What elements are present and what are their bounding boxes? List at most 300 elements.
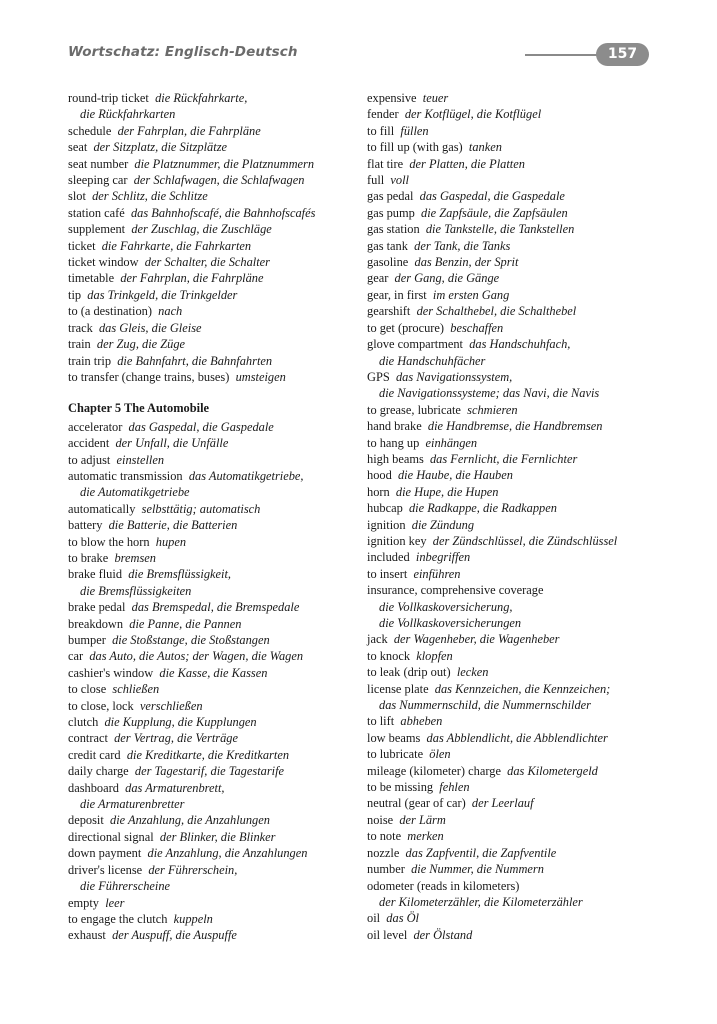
- german-translation: der Ölstand: [413, 927, 473, 942]
- english-term: gas station: [367, 222, 420, 237]
- german-translation: die Handschuhfächer: [379, 353, 486, 368]
- glossary-entry: [68, 763, 360, 779]
- german-translation: der Kilometerzähler, die Kilometerzähler: [379, 894, 583, 909]
- english-term: exhaust: [68, 928, 106, 943]
- english-term: gas pedal: [367, 189, 414, 204]
- glossary-entry: [367, 369, 667, 385]
- english-term: to hang up: [367, 435, 420, 450]
- english-term: to close, lock: [68, 698, 134, 713]
- glossary-entry: [68, 517, 360, 533]
- glossary-entry: [367, 172, 667, 188]
- glossary-entry: [367, 910, 667, 926]
- english-term: down payment: [68, 846, 142, 861]
- english-term: odometer (reads in kilometers): [367, 878, 520, 893]
- glossary-entry: [367, 582, 667, 598]
- english-term: car: [68, 649, 84, 664]
- english-term: accelerator: [68, 419, 123, 434]
- german-translation: das Automatikgetriebe,: [188, 468, 304, 483]
- english-term: GPS: [367, 369, 390, 384]
- english-term: to get (procure): [367, 320, 445, 335]
- german-translation: schließen: [112, 682, 160, 697]
- english-term: battery: [68, 518, 103, 533]
- german-translation: der Fahrplan, die Fahrpläne: [120, 271, 264, 286]
- english-term: to blow the horn: [68, 534, 150, 549]
- english-term: clutch: [68, 715, 99, 730]
- english-term: to knock: [367, 648, 411, 663]
- german-translation: die Hupe, die Hupen: [395, 484, 499, 499]
- glossary-entry: [367, 254, 667, 270]
- english-term: ticket window: [68, 255, 139, 270]
- english-term: to engage the clutch: [68, 911, 168, 926]
- glossary-entry: [68, 566, 360, 582]
- glossary-entry: [68, 698, 360, 714]
- glossary-entry-continuation: [68, 796, 360, 812]
- english-term: oil: [367, 911, 381, 926]
- german-translation: das Handschuhfach,: [469, 337, 571, 352]
- glossary-entry-continuation: [68, 583, 360, 599]
- english-term: to lift: [367, 714, 395, 729]
- german-translation: die Armaturenbretter: [80, 797, 185, 812]
- english-term: fender: [367, 107, 399, 122]
- german-translation: die Vollkaskoversicherungen: [379, 616, 522, 630]
- english-term: accident: [68, 436, 110, 451]
- german-translation: die Zündung: [411, 517, 475, 532]
- english-term: hand brake: [367, 419, 422, 434]
- german-translation: der Zug, die Züge: [96, 337, 186, 352]
- english-term: cashier's window: [68, 665, 154, 680]
- english-term: horn: [367, 484, 390, 499]
- glossary-entry: [367, 861, 667, 877]
- glossary-entry: [68, 221, 360, 237]
- glossary-entry: [367, 631, 667, 647]
- german-translation: die Panne, die Pannen: [129, 616, 242, 631]
- glossary-entry: [367, 139, 667, 155]
- german-translation: teuer: [422, 91, 449, 105]
- german-translation: die Automatikgetriebe: [80, 485, 190, 500]
- english-term: deposit: [68, 813, 104, 828]
- german-translation: das Abblendlicht, die Abblendlichter: [426, 730, 608, 745]
- glossary-entry: [367, 878, 667, 894]
- glossary-entry: [367, 533, 667, 549]
- german-translation: kuppeln: [173, 911, 213, 926]
- glossary-list-automobile: [68, 419, 360, 944]
- glossary-entry: [367, 303, 667, 319]
- glossary-entry: [68, 632, 360, 648]
- german-translation: ölen: [429, 747, 451, 762]
- german-translation: die Haube, die Hauben: [397, 468, 513, 483]
- english-term: contract: [68, 731, 108, 746]
- glossary-entry: [68, 665, 360, 681]
- english-term: number: [367, 862, 405, 877]
- glossary-entry: [367, 566, 667, 582]
- german-translation: die Kupplung, die Kupplungen: [104, 715, 257, 730]
- glossary-entry: [68, 550, 360, 566]
- english-term: automatic transmission: [68, 468, 183, 483]
- english-term: license plate: [367, 681, 429, 696]
- chapter-heading: Chapter 5 The Automobile: [68, 401, 210, 416]
- glossary-entry: [367, 812, 667, 828]
- glossary-entry: [367, 763, 667, 779]
- german-translation: lecken: [456, 665, 489, 680]
- glossary-entry: [68, 90, 360, 106]
- german-translation: das Fernlicht, die Fernlichter: [429, 451, 578, 466]
- english-term: supplement: [68, 222, 126, 237]
- english-term: daily charge: [68, 764, 129, 779]
- glossary-entry: [367, 779, 667, 795]
- glossary-entry-continuation: [68, 484, 360, 500]
- german-translation: die Rückfahrkarte,: [155, 91, 248, 105]
- german-translation: die Anzahlung, die Anzahlungen: [110, 813, 270, 828]
- glossary-entry: [68, 123, 360, 139]
- german-translation: das Bahnhofscafé, die Bahnhofscafés: [130, 205, 316, 220]
- english-term: to transfer (change trains, buses): [68, 369, 230, 384]
- english-term: to insert: [367, 566, 408, 581]
- glossary-entry: [68, 845, 360, 861]
- glossary-entry: [68, 254, 360, 270]
- glossary-entry: [367, 123, 667, 139]
- german-translation: der Schalter, die Schalter: [144, 255, 271, 270]
- glossary-entry: [367, 106, 667, 122]
- glossary-entry: [68, 501, 360, 517]
- german-translation: die Radkappe, die Radkappen: [408, 501, 557, 516]
- glossary-entry: [68, 435, 360, 451]
- glossary-entry: [68, 599, 360, 615]
- german-translation: einstellen: [116, 452, 165, 467]
- glossary-entry: [367, 549, 667, 565]
- glossary-entry: [367, 451, 667, 467]
- english-term: tip: [68, 287, 82, 302]
- glossary-entry: [68, 419, 360, 435]
- glossary-entry-continuation: [367, 615, 667, 631]
- glossary-entry: [68, 829, 360, 845]
- glossary-entry: [367, 467, 667, 483]
- glossary-entry: [367, 795, 667, 811]
- glossary-entry: [68, 616, 360, 632]
- german-translation: die Kreditkarte, die Kreditkarten: [126, 747, 290, 762]
- english-term: ignition key: [367, 533, 427, 548]
- german-translation: der Schalthebel, die Schalthebel: [416, 304, 577, 319]
- english-term: gear: [367, 271, 389, 286]
- english-term: bumper: [68, 633, 106, 647]
- german-translation: fehlen: [439, 780, 470, 795]
- glossary-entry: [68, 452, 360, 468]
- glossary-entry: [367, 287, 667, 303]
- glossary-entry: [68, 714, 360, 730]
- german-translation: der Lärm: [399, 812, 446, 827]
- german-translation: das Nummernschild, die Nummernschilder: [379, 698, 592, 713]
- english-term: hubcap: [367, 501, 403, 516]
- german-translation: der Kotflügel, die Kotflügel: [404, 107, 542, 122]
- english-term: to fill up (with gas): [367, 140, 463, 155]
- english-term: to brake: [68, 550, 109, 565]
- german-translation: voll: [390, 173, 410, 188]
- glossary-entry: [367, 270, 667, 286]
- german-translation: die Fahrkarte, die Fahrkarten: [101, 238, 252, 253]
- english-term: station café: [68, 205, 125, 220]
- english-term: directional signal: [68, 829, 154, 844]
- english-term: round-trip ticket: [68, 91, 149, 105]
- english-term: brake fluid: [68, 567, 123, 582]
- english-term: mileage (kilometer) charge: [367, 763, 501, 778]
- german-translation: das Bremspedal, die Bremspedale: [131, 600, 300, 615]
- english-term: gas tank: [367, 238, 408, 253]
- english-term: ignition: [367, 517, 406, 532]
- glossary-entry: [367, 828, 667, 844]
- german-translation: der Tagestarif, die Tagestarife: [134, 764, 285, 779]
- english-term: seat: [68, 140, 88, 155]
- german-translation: die Zapfsäule, die Zapfsäulen: [421, 205, 568, 220]
- german-translation: das Gaspedal, die Gaspedale: [128, 419, 274, 434]
- english-term: timetable: [68, 271, 115, 286]
- english-term: empty: [68, 895, 99, 910]
- german-translation: der Tank, die Tanks: [414, 238, 511, 253]
- german-translation: abheben: [400, 714, 443, 729]
- german-translation: die Vollkaskoversicherung,: [379, 599, 513, 614]
- english-term: to lubricate: [367, 747, 424, 762]
- glossary-entry: [367, 500, 667, 516]
- glossary-entry: [68, 911, 360, 927]
- glossary-entry-continuation: [68, 878, 360, 894]
- glossary-entry: [367, 648, 667, 664]
- german-translation: das Trinkgeld, die Trinkgelder: [87, 287, 238, 302]
- german-translation: das Kennzeichen, die Kennzeichen;: [434, 681, 611, 696]
- german-translation: verschließen: [139, 698, 203, 713]
- glossary-entry: [367, 730, 667, 746]
- english-term: schedule: [68, 123, 112, 138]
- page-number-badge: 157: [596, 43, 649, 66]
- english-term: flat tire: [367, 156, 404, 171]
- german-translation: die Stoßstange, die Stoßstangen: [112, 633, 270, 647]
- right-column: [367, 90, 667, 943]
- english-term: track: [68, 320, 93, 335]
- english-term: seat number: [68, 156, 129, 171]
- glossary-entry: [367, 435, 667, 451]
- german-translation: der Fahrplan, die Fahrpläne: [117, 123, 261, 138]
- glossary-entry: [68, 270, 360, 286]
- german-translation: die Handbremse, die Handbremsen: [427, 419, 603, 434]
- german-translation: der Gang, die Gänge: [394, 271, 500, 286]
- german-translation: merken: [407, 829, 444, 844]
- english-term: to fill: [367, 123, 395, 138]
- english-term: train trip: [68, 353, 112, 368]
- english-term: train: [68, 337, 91, 352]
- glossary-entry: [367, 156, 667, 172]
- german-translation: die Führerscheine: [80, 879, 171, 894]
- glossary-entry-continuation: [367, 894, 667, 910]
- german-translation: füllen: [400, 123, 429, 138]
- german-translation: selbsttätig; automatisch: [141, 501, 261, 516]
- glossary-entry: [367, 845, 667, 861]
- english-term: low beams: [367, 730, 421, 745]
- glossary-entry-continuation: [367, 353, 667, 369]
- german-translation: hupen: [155, 534, 187, 549]
- glossary-entry-continuation: [367, 599, 667, 615]
- english-term: gas pump: [367, 205, 415, 220]
- glossary-entry: [367, 402, 667, 418]
- glossary-entry: [68, 369, 360, 385]
- glossary-entry: [367, 517, 667, 533]
- english-term: hood: [367, 468, 392, 483]
- glossary-entry: [367, 664, 667, 680]
- english-term: high beams: [367, 451, 424, 466]
- english-term: oil level: [367, 927, 408, 942]
- glossary-entry: [367, 336, 667, 352]
- german-translation: der Wagenheber, die Wagenheber: [393, 632, 560, 647]
- glossary-entry: [367, 713, 667, 729]
- glossary-entry: [367, 484, 667, 500]
- glossary-entry: [68, 812, 360, 828]
- english-term: expensive: [367, 91, 417, 105]
- glossary-entry: [367, 205, 667, 221]
- glossary-entry-continuation: [367, 697, 667, 713]
- german-translation: das Zapfventil, die Zapfventile: [405, 845, 557, 860]
- german-translation: schmieren: [467, 402, 518, 417]
- german-translation: der Schlafwagen, die Schlafwagen: [133, 173, 305, 188]
- glossary-entry: [68, 205, 360, 221]
- glossary-entry: [367, 221, 667, 237]
- english-term: noise: [367, 812, 394, 827]
- german-translation: der Leerlauf: [471, 796, 534, 811]
- glossary-entry: [367, 418, 667, 434]
- glossary-entry: [68, 320, 360, 336]
- english-term: driver's license: [68, 862, 143, 877]
- german-translation: umsteigen: [235, 369, 286, 384]
- english-term: to leak (drip out): [367, 665, 451, 680]
- english-term: nozzle: [367, 845, 400, 860]
- german-translation: die Navigationssysteme; das Navi, die Navis: [379, 386, 600, 401]
- german-translation: das Benzin, der Sprit: [414, 255, 519, 270]
- english-term: to (a destination): [68, 304, 152, 319]
- english-term: gearshift: [367, 304, 411, 319]
- glossary-entry: [367, 238, 667, 254]
- glossary-entry: [68, 927, 360, 943]
- german-translation: die Bremsflüssigkeit,: [128, 567, 231, 582]
- glossary-entry-continuation: [68, 106, 360, 122]
- german-translation: das Gleis, die Gleise: [98, 320, 202, 335]
- english-term: to note: [367, 829, 402, 844]
- glossary-entry: [68, 139, 360, 155]
- glossary-entry: [68, 188, 360, 204]
- german-translation: der Zuschlag, die Zuschläge: [131, 222, 272, 237]
- english-term: jack: [367, 632, 388, 647]
- glossary-entry: [68, 730, 360, 746]
- page-header: [0, 0, 717, 80]
- german-translation: beschaffen: [450, 320, 504, 335]
- german-translation: der Sitzplatz, die Sitzplätze: [93, 140, 228, 155]
- german-translation: der Platten, die Platten: [409, 156, 525, 171]
- german-translation: das Gaspedal, die Gaspedale: [419, 189, 565, 204]
- german-translation: die Tankstelle, die Tankstellen: [425, 222, 575, 237]
- glossary-entry: [68, 895, 360, 911]
- german-translation: die Batterie, die Batterien: [108, 518, 238, 533]
- german-translation: die Rückfahrkarten: [80, 107, 176, 122]
- glossary-entry: [68, 534, 360, 550]
- german-translation: die Bremsflüssigkeiten: [80, 583, 192, 598]
- glossary-entry: [68, 468, 360, 484]
- german-translation: die Bahnfahrt, die Bahnfahrten: [117, 353, 273, 368]
- glossary-entry: [68, 353, 360, 369]
- german-translation: einführen: [413, 566, 461, 581]
- english-term: slot: [68, 189, 86, 204]
- german-translation: klopfen: [416, 648, 453, 663]
- english-term: included: [367, 550, 410, 565]
- glossary-entry: [68, 287, 360, 303]
- glossary-entry: [367, 320, 667, 336]
- glossary-entry: [68, 862, 360, 878]
- german-translation: die Kasse, die Kassen: [159, 665, 268, 680]
- glossary-entry: [68, 780, 360, 796]
- german-translation: das Navigationssystem,: [395, 369, 513, 384]
- german-translation: der Vertrag, die Verträge: [114, 731, 238, 746]
- glossary-entry: [68, 681, 360, 697]
- glossary-entry: [367, 746, 667, 762]
- german-translation: einhängen: [425, 435, 478, 450]
- german-translation: das Armaturenbrett,: [125, 780, 225, 795]
- german-translation: das Kilometergeld: [507, 763, 598, 778]
- english-term: gear, in first: [367, 287, 427, 302]
- english-term: gasoline: [367, 255, 409, 270]
- english-term: automatically: [68, 501, 136, 516]
- english-term: to close: [68, 682, 107, 697]
- english-term: sleeping car: [68, 173, 128, 188]
- glossary-entry: [68, 238, 360, 254]
- english-term: to grease, lubricate: [367, 402, 461, 417]
- german-translation: nach: [158, 304, 183, 319]
- german-translation: bremsen: [114, 550, 156, 565]
- glossary-entry: [68, 336, 360, 352]
- german-translation: der Blinker, die Blinker: [159, 829, 276, 844]
- english-term: ticket: [68, 238, 96, 253]
- glossary-entry: [367, 90, 667, 106]
- english-term: glove compartment: [367, 337, 463, 352]
- english-term: full: [367, 173, 385, 188]
- german-translation: das Öl: [386, 911, 419, 926]
- german-translation: tanken: [468, 140, 502, 155]
- german-translation: leer: [105, 895, 125, 910]
- english-term: to be missing: [367, 780, 434, 795]
- german-translation: der Auspuff, die Auspuffe: [112, 928, 237, 943]
- german-translation: das Auto, die Autos; der Wagen, die Wagen: [89, 649, 304, 664]
- german-translation: inbegriffen: [415, 550, 471, 565]
- glossary-entry: [367, 927, 667, 943]
- german-translation: die Nummer, die Nummern: [411, 862, 544, 877]
- glossary-entry: [68, 747, 360, 763]
- german-translation: die Platznummer, die Platznummern: [134, 156, 315, 171]
- english-term: neutral (gear of car): [367, 796, 466, 811]
- glossary-list-travel: [68, 90, 360, 385]
- glossary-list-automobile-continued: [367, 90, 667, 943]
- english-term: credit card: [68, 747, 121, 762]
- english-term: dashboard: [68, 780, 119, 795]
- german-translation: im ersten Gang: [432, 287, 510, 302]
- english-term: to adjust: [68, 452, 111, 467]
- german-translation: der Führerschein,: [148, 862, 238, 877]
- glossary-entry: [68, 648, 360, 664]
- glossary-entry: [367, 188, 667, 204]
- german-translation: die Anzahlung, die Anzahlungen: [147, 846, 308, 861]
- running-head-title: Wortschatz: Englisch-Deutsch: [68, 44, 298, 60]
- german-translation: der Schlitz, die Schlitze: [92, 189, 208, 204]
- german-translation: der Zündschlüssel, die Zündschlüssel: [432, 533, 618, 548]
- english-term: brake pedal: [68, 600, 126, 615]
- glossary-entry-continuation: [367, 385, 667, 401]
- glossary-entry: [68, 156, 360, 172]
- english-term: insurance, comprehensive coverage: [367, 583, 544, 598]
- glossary-entry: [68, 303, 360, 319]
- english-term: breakdown: [68, 616, 124, 631]
- left-column: [68, 90, 360, 944]
- glossary-entry: [68, 172, 360, 188]
